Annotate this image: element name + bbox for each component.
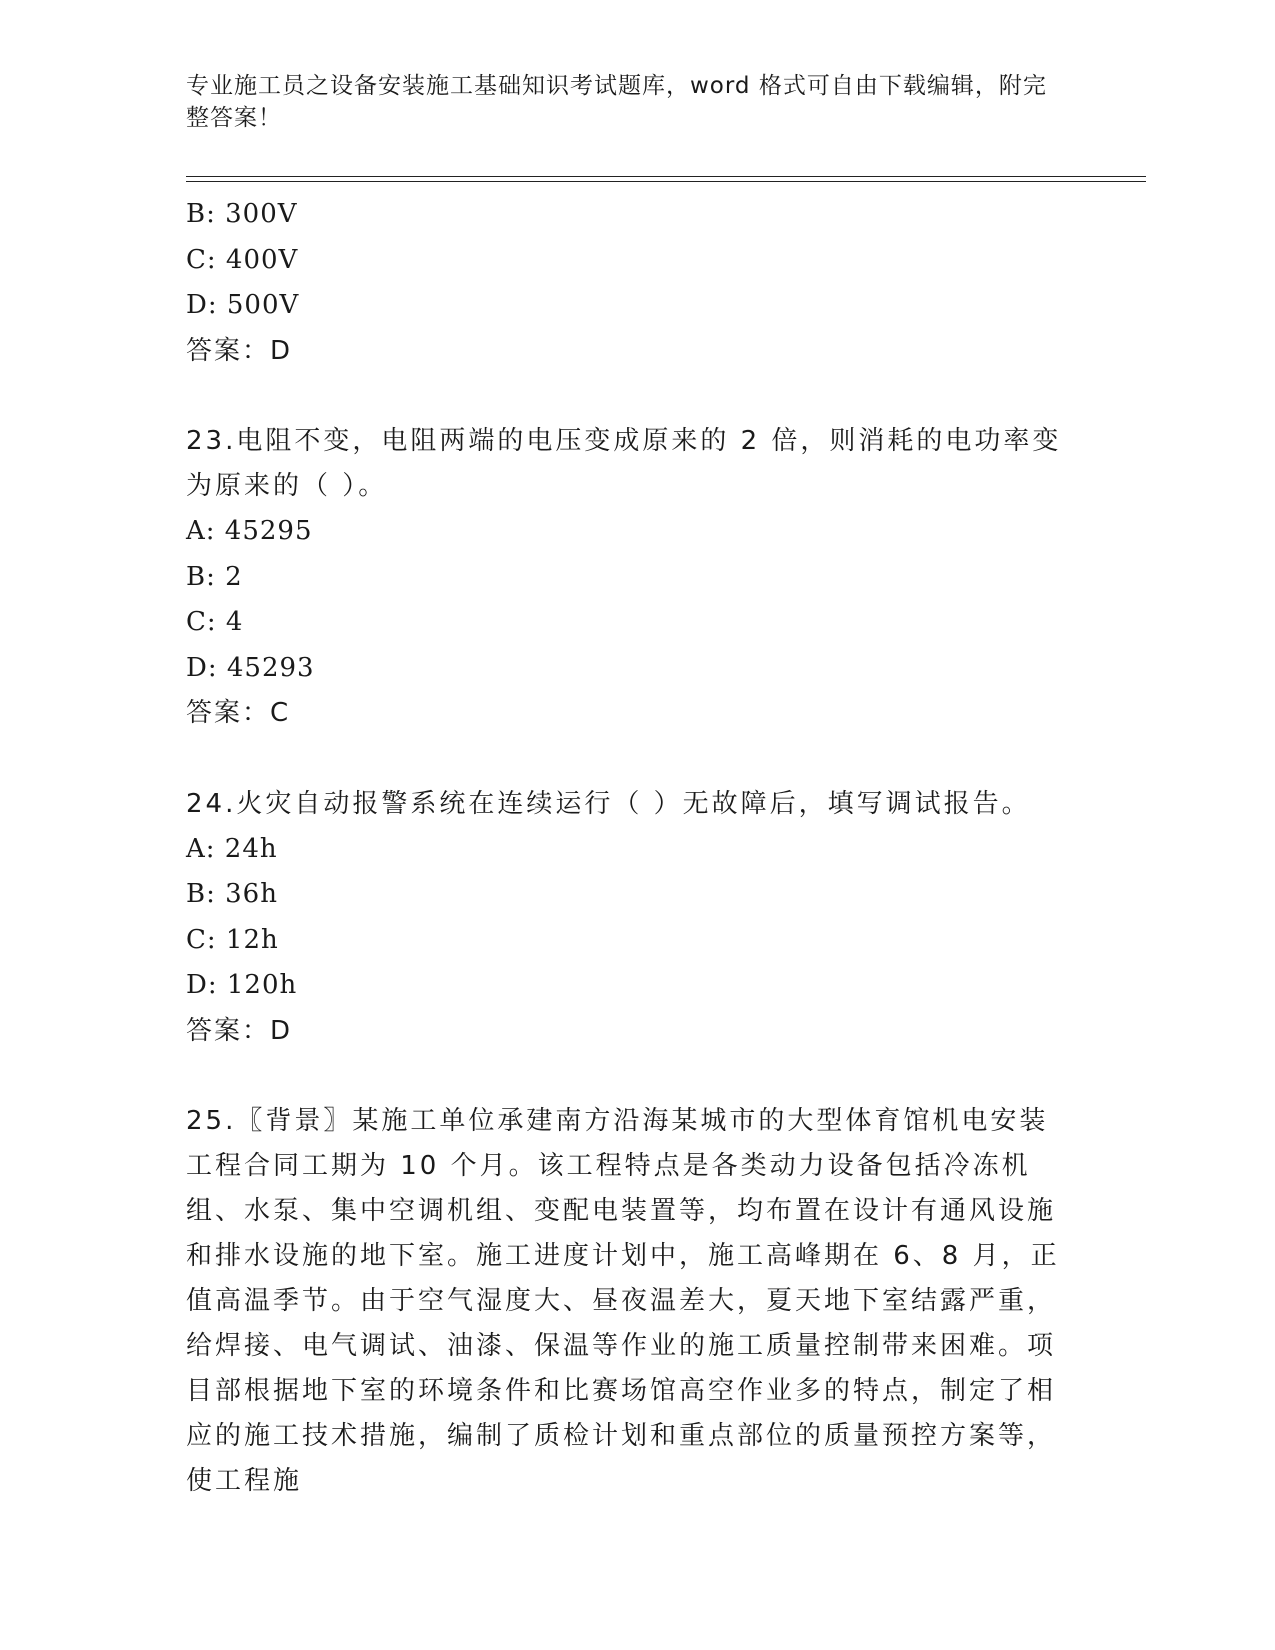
spacer — [186, 374, 1066, 419]
spacer — [186, 1054, 1066, 1099]
option-c: C: 12h — [186, 924, 279, 955]
option-d: D: 45293 — [186, 652, 315, 683]
option-c: C: 400V — [186, 244, 299, 275]
page-header: 专业施工员之设备安装施工基础知识考试题库，word 格式可自由下载编辑，附完整答案！ — [186, 73, 1047, 131]
partial-question — [186, 192, 1066, 374]
answer-line: 答案：D — [186, 1015, 293, 1046]
question-25 — [186, 1099, 1066, 1504]
header-rule-top — [186, 176, 1146, 177]
option-d: D: 120h — [186, 970, 298, 1000]
option-c: C: 4 — [186, 607, 244, 637]
question-text: 24.火灾自动报警系统在连续运行（ ）无故障后，填写调试报告。 — [186, 788, 1031, 819]
option-a: A: 45295 — [186, 516, 313, 546]
option-a: A: 24h — [186, 833, 278, 864]
document-body — [186, 192, 1066, 1504]
option-d: D: 500V — [186, 290, 300, 320]
option-b: B: 300V — [186, 199, 298, 229]
option-b: B: 2 — [186, 561, 243, 592]
question-text: 25.〖背景〗某施工单位承建南方沿海某城市的大型体育馆机电安装工程合同工期为 10 个月。该工程特点是各类动力设备包括冷冻机组、水泵、集中空调机组、变配电装置等，均布置在设计有通风设施和排水设施的地下室。施工进度计划中，施工高峰期在 6、8 月，正值高温季节。由于空气湿度大、昼夜温差大，夏天地下室结露严重，给焊接、电气调试、油漆、保温等作业的施工质量控制带来困难。项目部根据地下室的环境条件和比赛场馆高空作业多的特点，制定了相应的施工技术措施，编制了质检计划和重点部位的质量预控方案等，使工程施 — [186, 1106, 1060, 1496]
question-24 — [186, 782, 1066, 1055]
header-rule-bottom — [186, 181, 1146, 182]
question-23 — [186, 419, 1066, 737]
answer-line: 答案：C — [186, 698, 291, 728]
option-b: B: 36h — [186, 879, 278, 909]
answer-line: 答案：D — [186, 335, 293, 366]
question-text: 23.电阻不变，电阻两端的电压变成原来的 2 倍，则消耗的电功率变为原来的（ ）。 — [186, 426, 1062, 501]
spacer — [186, 737, 1066, 782]
